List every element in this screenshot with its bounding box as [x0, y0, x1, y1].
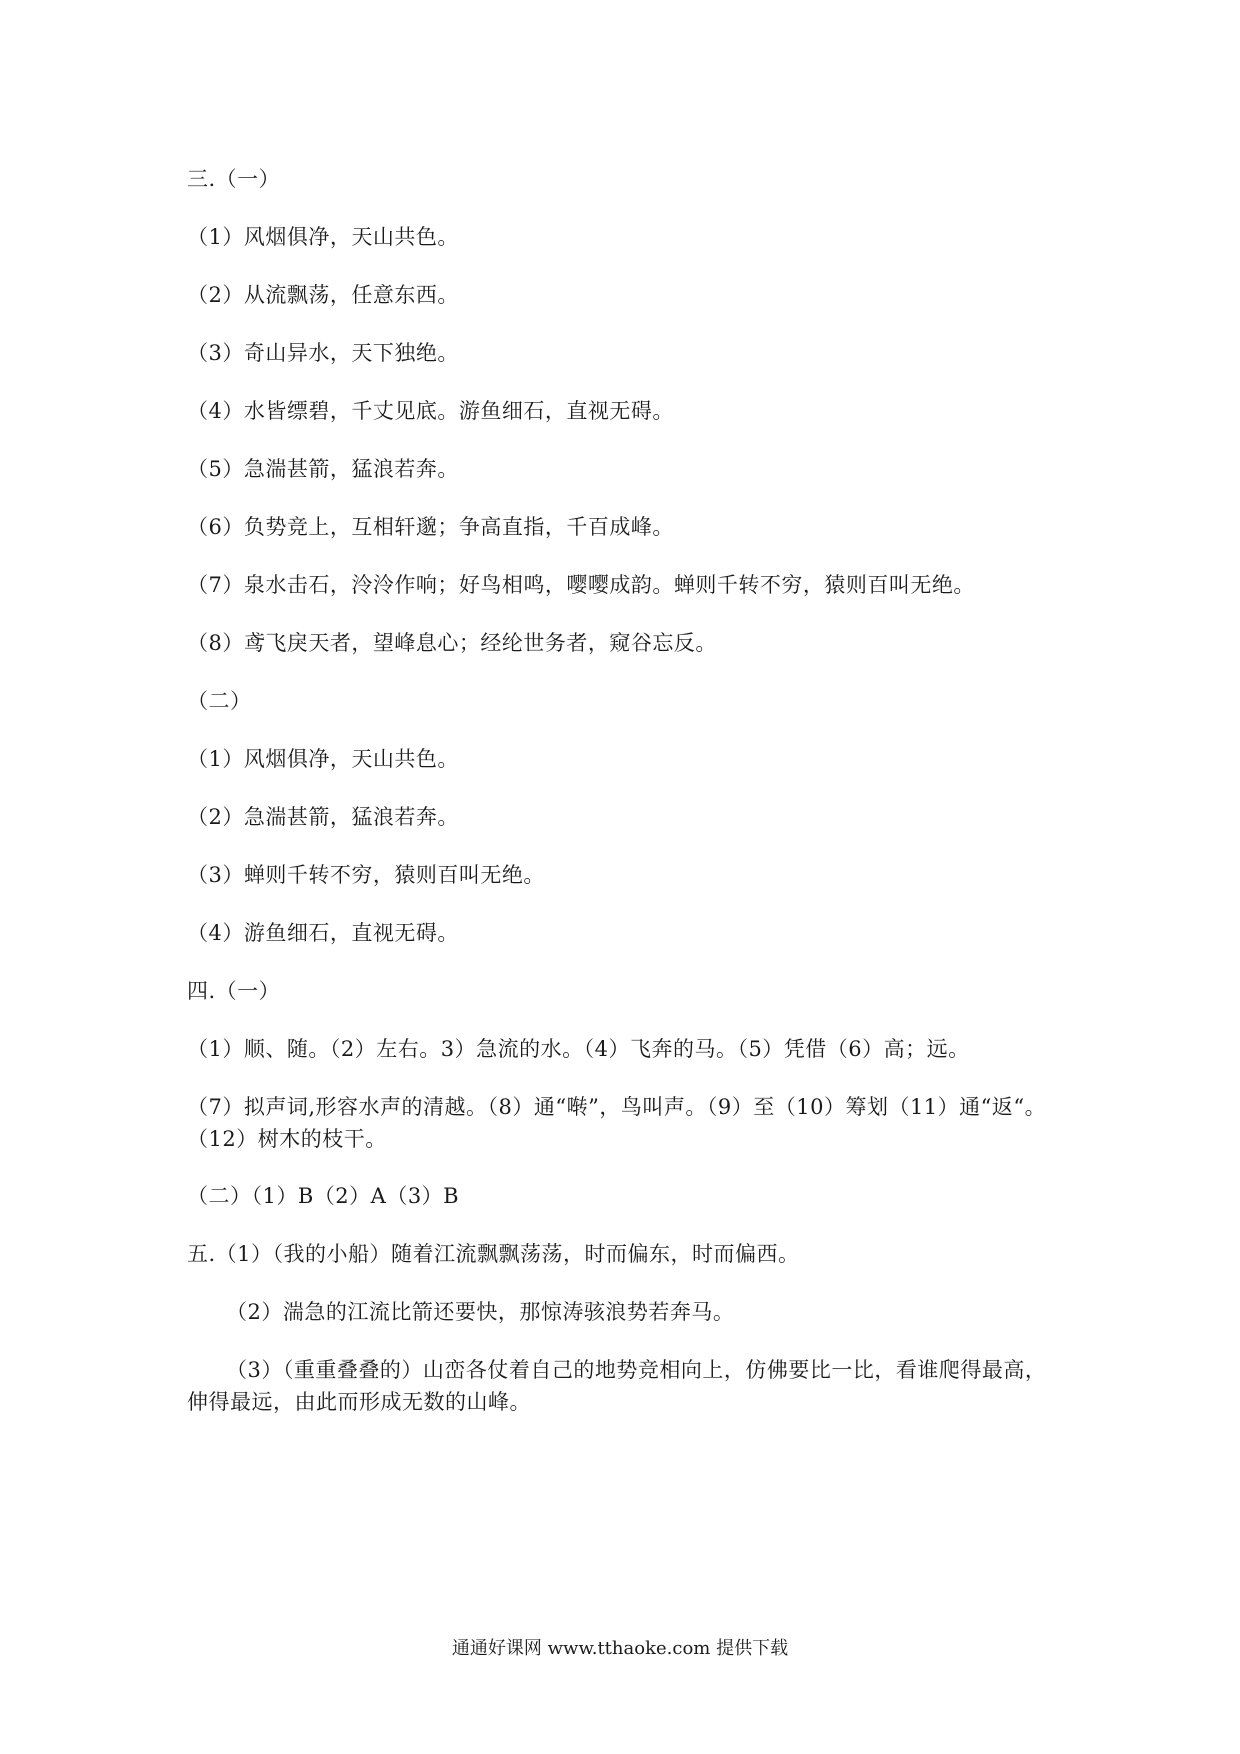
- answer-line: （4）水皆缥碧，千丈见底。游鱼细石，直视无碍。: [187, 399, 674, 423]
- section-four-heading: 四.（一）: [187, 979, 281, 1003]
- answer-line: （二）（1）B（2）A（3）B: [187, 1184, 460, 1208]
- answer-line: （8）鸢飞戾天者，望峰息心；经纶世务者，窥谷忘反。: [187, 631, 717, 655]
- answer-line: （2）急湍甚箭，猛浪若奔。: [187, 805, 459, 829]
- answer-line: （1）顺、随。（2）左右。3）急流的水。（4）飞奔的马。（5）凭借（6）高；远。: [187, 1037, 970, 1061]
- answer-line: （1）风烟俱净，天山共色。: [187, 747, 459, 771]
- answer-line: （7）拟声词,形容水声的清越。（8）通“啭”，鸟叫声。（9）至（10）筹划（11）通“返“。（12）树木的枝干。: [187, 1095, 1047, 1151]
- answer-line: （2）从流飘荡，任意东西。: [187, 283, 459, 307]
- section-five-line: 五.（1）（我的小船）随着江流飘飘荡荡，时而偏东，时而偏西。: [187, 1242, 800, 1266]
- subsection-heading: （二）: [187, 689, 252, 713]
- answer-line: （5）急湍甚箭，猛浪若奔。: [187, 457, 459, 481]
- answer-line: （7）泉水击石，泠泠作响；好鸟相鸣，嘤嘤成韵。蝉则千转不穷，猿则百叫无绝。: [187, 573, 975, 597]
- answer-line: （3）蝉则千转不穷，猿则百叫无绝。: [187, 863, 545, 887]
- answer-line: （2）湍急的江流比箭还要快，那惊涛骇浪势若奔马。: [226, 1300, 735, 1324]
- answer-line: （3）（重重叠叠的）山峦各仗着自己的地势竞相向上，仿佛要比一比，看谁爬得最高，伸得最远，由此而形成无数的山峰。: [187, 1358, 1047, 1414]
- answer-line: （4）游鱼细石，直视无碍。: [187, 921, 459, 945]
- section-three-heading: 三.（一）: [187, 167, 281, 191]
- page-footer: 通通好课网 www.tthaoke.com 提供下载: [451, 1638, 789, 1659]
- answer-line: （1）风烟俱净，天山共色。: [187, 225, 459, 249]
- answer-line: （3）奇山异水，天下独绝。: [187, 341, 459, 365]
- answer-line: （6）负势竞上，互相轩邈；争高直指，千百成峰。: [187, 515, 674, 539]
